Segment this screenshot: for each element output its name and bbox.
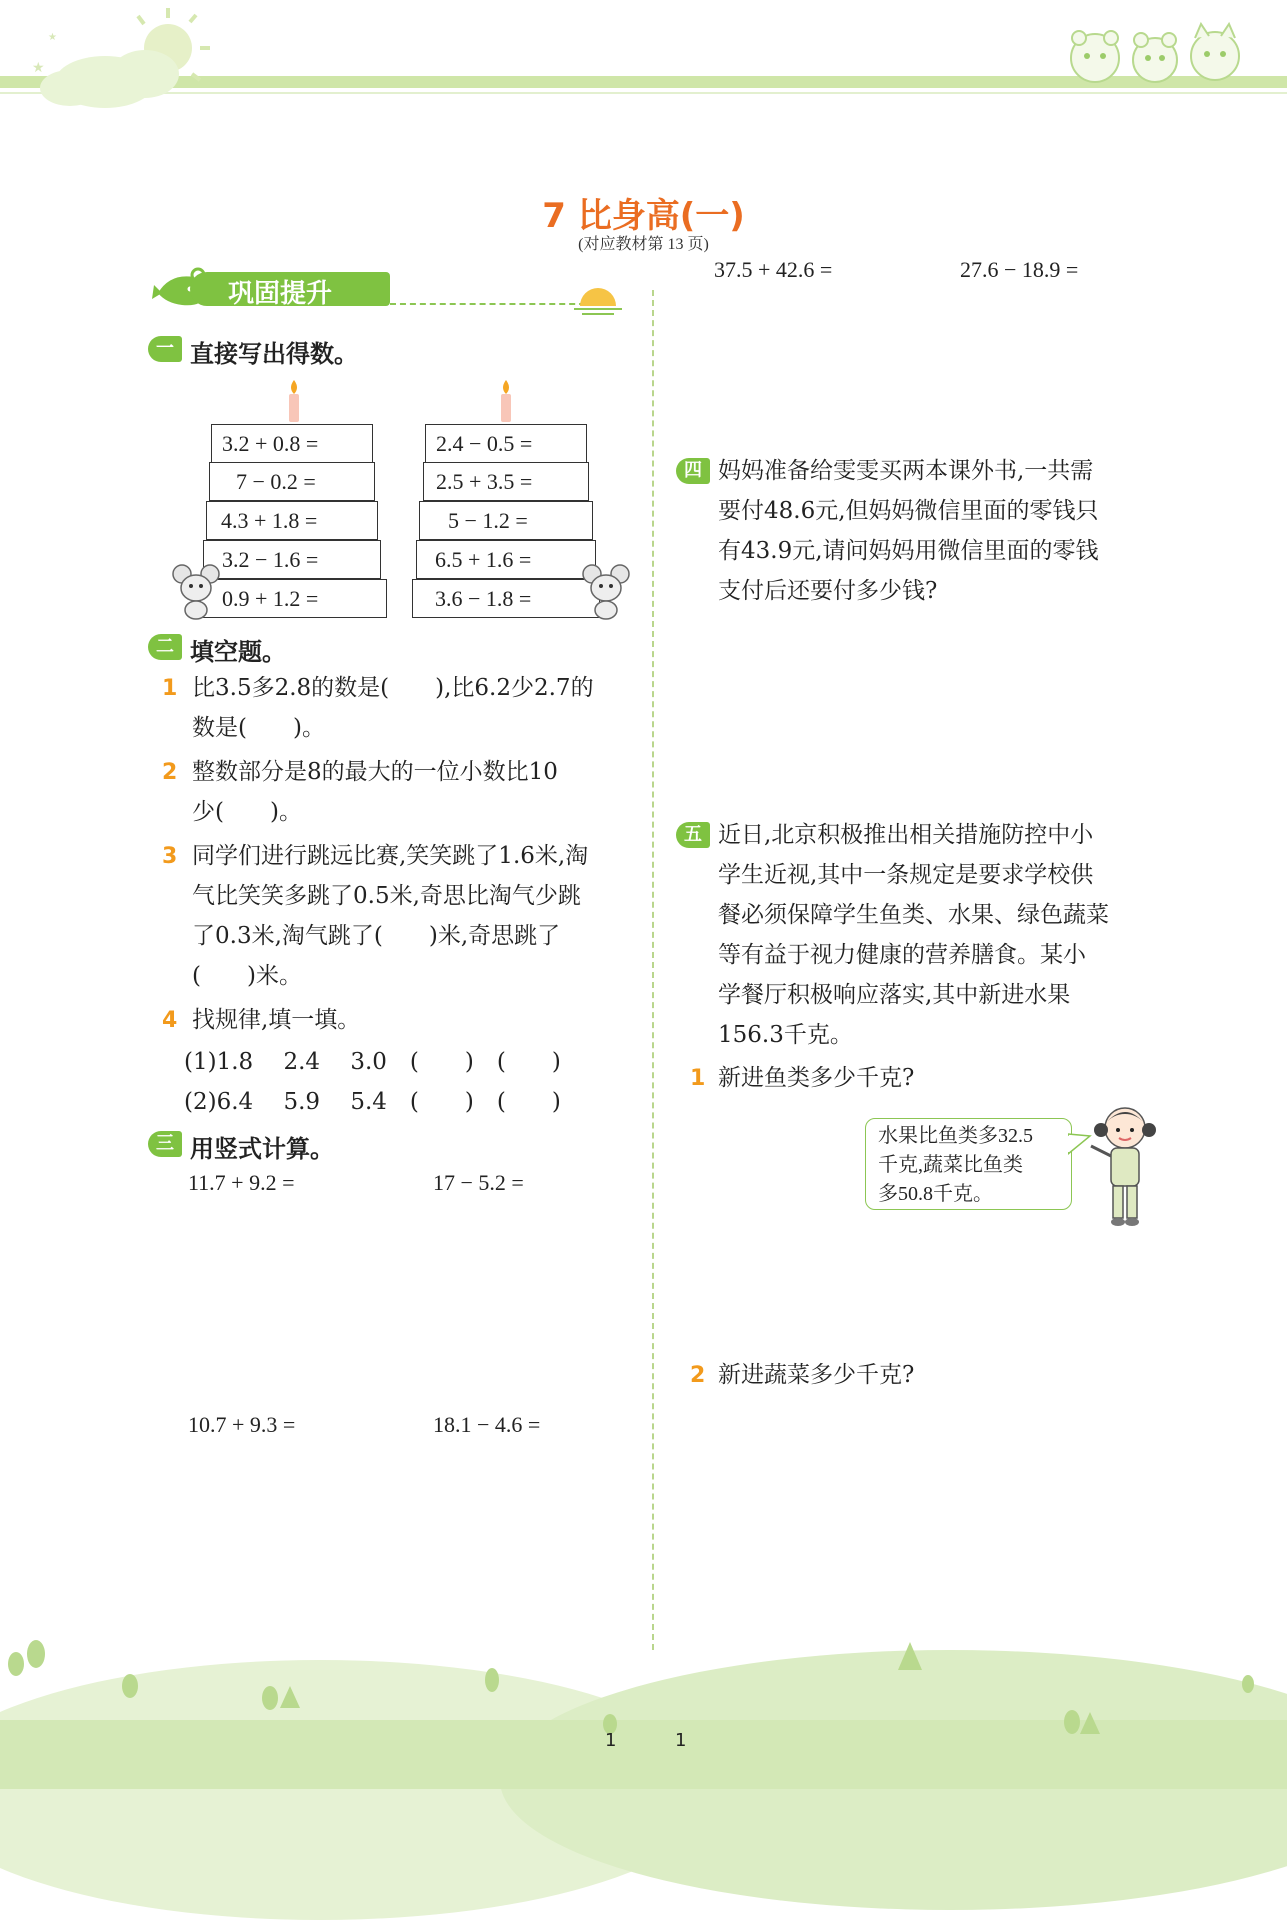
svg-text:★: ★ [48,32,57,43]
question-text: 整数部分是8的最大的一位小数比10 [192,759,558,785]
svg-text:★: ★ [32,60,45,76]
stack-right-row-4: 6.5 + 1.6 = [416,540,596,579]
problem-text: 近日,北京积极推出相关措施防控中小 [718,822,1094,848]
question-text: 比3.5多2.8的数是( ),比6.2少2.7的 [192,675,594,701]
stack-left-row-2: 7 − 0.2 = [209,462,375,501]
question-number: 1 [690,1066,706,1091]
stack-left-row-5: 0.9 + 1.2 = [200,579,387,618]
candle-icon [494,378,518,424]
problem-text: 要付48.6元,但妈妈微信里面的零钱只 [718,498,1099,524]
stack-left-row-1: 3.2 + 0.8 = [211,424,373,463]
question-text: 找规律,填一填。 [192,1007,361,1033]
problem-text: 学生近视,其中一条规定是要求学校供 [718,862,1094,888]
stack-right-row-5: 3.6 − 1.8 = [412,579,600,618]
question-text: 了0.3米,淘气跳了( )米,奇思跳了 [192,923,561,949]
section-2-badge: 二 [148,634,182,660]
question-text: 气比笑笑多跳了0.5米,奇思比淘气少跳 [192,883,581,909]
problem-text: 支付后还要付多少钱? [718,578,938,604]
problem-text: 等有益于视力健康的营养膳食。某小 [718,942,1086,968]
stack-right-row-2: 2.5 + 3.5 = [423,462,589,501]
question-number: 2 [690,1363,706,1388]
vertical-calc-item: 10.7 + 9.3 = [188,1412,296,1437]
section-5-badge: 五 [676,822,710,848]
stack-left-row-4: 3.2 − 1.6 = [203,540,381,579]
problem-text: 妈妈准备给雯雯买两本课外书,一共需 [718,458,1094,484]
section-banner-title: 巩固提升 [228,279,333,309]
speech-bubble-text: 水果比鱼类多32.5 千克,蔬菜比鱼类 多50.8千克。 [878,1125,1033,1205]
problem-text: 有43.9元,请问妈妈用微信里面的零钱 [718,538,1099,564]
question-number: 2 [162,760,178,785]
problem-text: 餐必须保障学生鱼类、水果、绿色蔬菜 [718,902,1109,928]
vertical-calc-item: 11.7 + 9.2 = [188,1170,295,1195]
page-number: 1 [675,1730,687,1751]
question-text: 数是( )。 [192,715,325,741]
vertical-calc-item: 17 − 5.2 = [433,1170,524,1195]
sun-cloud-decoration-icon [10,0,210,115]
question-number: 4 [162,1008,178,1033]
girl-character-icon [1085,1100,1165,1230]
pattern-row-1: (1)1.8 2.4 3.0 ( ) ( ) [184,1049,561,1075]
page-number: 1 [605,1730,617,1751]
question-text: 少( )。 [192,799,302,825]
question-number: 1 [162,676,178,701]
section-3-badge: 三 [148,1131,182,1157]
page-title: 7 比身高(一) [542,196,745,236]
question-text: 新进鱼类多少千克? [718,1065,915,1091]
mouse-icon [172,562,220,620]
question-text: ( )米。 [192,963,302,989]
vertical-calc-item: 27.6 − 18.9 = [960,257,1079,282]
stack-left-row-3: 4.3 + 1.8 = [206,501,378,540]
vertical-calc-item: 37.5 + 42.6 = [714,257,833,282]
stack-right-row-3: 5 − 1.2 = [419,501,593,540]
mouse-icon [582,562,630,620]
section-1-title: 直接写出得数。 [190,340,358,368]
vertical-calc-item: 18.1 − 4.6 = [433,1412,541,1437]
column-divider [652,290,654,1650]
pattern-row-2: (2)6.4 5.9 5.4 ( ) ( ) [184,1089,561,1115]
sunset-icon [572,284,624,324]
page-subtitle: (对应教材第 13 页) [578,236,709,253]
stack-right-row-1: 2.4 − 0.5 = [425,424,587,463]
section-4-badge: 四 [676,458,710,484]
candle-icon [282,378,306,424]
question-text: 新进蔬菜多少千克? [718,1362,915,1388]
question-text: 同学们进行跳远比赛,笑笑跳了1.6米,淘 [192,843,589,869]
section-3-title: 用竖式计算。 [190,1135,334,1163]
animal-faces-decoration-icon [1055,18,1255,88]
section-2-title: 填空题。 [190,638,286,666]
problem-text: 学餐厅积极响应落实,其中新进水果 [718,982,1071,1008]
problem-text: 156.3千克。 [718,1022,853,1048]
section-1-badge: 一 [148,336,182,362]
footer-trees-icon [0,1630,1287,1750]
question-number: 3 [162,844,178,869]
